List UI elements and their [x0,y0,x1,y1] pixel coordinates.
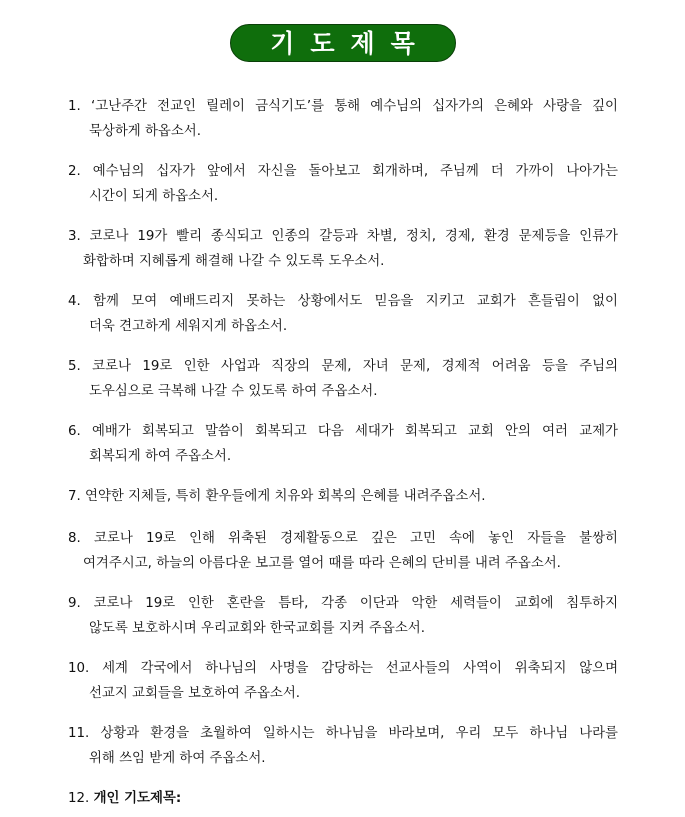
prayer-item-text: 예수님의 십자가 앞에서 자신을 돌아보고 회개하며, 주님께 더 가까이 나아가는 [92,164,618,179]
prayer-item-first-line [68,289,618,314]
prayer-item-first-line [68,419,618,444]
prayer-item-first-line [68,526,618,551]
prayer-item-text: ‘고난주간 전교인 릴레이 금식기도’를 통해 예수님의 십자가의 은혜와 사랑을 깊이 [90,99,618,114]
prayer-item-first-line [68,354,618,379]
prayer-item-first-line [68,224,618,249]
prayer-item-number: 11. [68,726,90,741]
prayer-item-number: 8. [68,531,81,546]
prayer-item-number: 12. [68,791,90,806]
prayer-item-text: 세계 각국에서 하나님의 사명을 감당하는 선교사들의 사역이 위축되지 않으며 [102,661,619,676]
prayer-item [68,224,618,274]
prayer-item-text: 개인 기도제목: [93,791,182,806]
prayer-item [68,419,618,469]
prayer-item [68,484,618,509]
prayer-item-continuation: 여겨주시고, 하늘의 아름다운 보고를 열어 때를 따라 은혜의 단비를 내려 주옵소서. [83,556,561,571]
prayer-item-number: 3. [68,229,81,244]
prayer-item-continuation: 않도록 보호하시며 우리교회와 한국교회를 지켜 주옵소서. [89,621,425,636]
prayer-item-first-line [68,484,618,509]
prayer-item-number: 9. [68,596,81,611]
title-banner-wrap [0,24,685,62]
prayer-item-first-line [68,721,618,746]
prayer-item [68,656,618,706]
prayer-item-text: 코로나 19로 인한 혼란을 틈타, 각종 이단과 악한 세력들이 교회에 침투하지 [93,596,619,611]
prayer-item-first-line [68,159,618,184]
prayer-item-continuation: 위해 쓰임 받게 하여 주옵소서. [89,751,266,766]
prayer-item [68,721,618,771]
prayer-item-continuation: 더욱 견고하게 세워지게 하옵소서. [89,319,288,334]
prayer-item-text: 코로나 19로 인해 위축된 경제활동으로 깊은 고민 속에 놓인 자들을 불쌍히 [93,531,618,546]
prayer-item-text: 상황과 환경을 초월하여 일하시는 하나님을 바라보며, 우리 모두 하나님 나라를 [100,726,618,741]
prayer-item-first-line [68,786,618,811]
prayer-item [68,591,618,641]
prayer-item-continuation: 도우심으로 극복해 나갈 수 있도록 하여 주옵소서. [89,384,378,399]
prayer-item-number: 4. [68,294,81,309]
prayer-item-text: 예배가 회복되고 말씀이 회복되고 다음 세대가 회복되고 교회 안의 여러 교제가 [92,424,618,439]
title-banner [230,24,456,62]
prayer-item-text: 코로나 19로 인한 사업과 직장의 문제, 자녀 문제, 경제적 어려움 등을 주님의 [92,359,618,374]
prayer-item [68,159,618,209]
prayer-item [68,526,618,576]
prayer-item-continuation: 선교지 교회들을 보호하여 주옵소서. [89,686,301,701]
page-title: 기도제목 [270,28,431,58]
prayer-item-text: 함께 모여 예배드리지 못하는 상황에서도 믿음을 지키고 교회가 흔들림이 없이 [93,294,618,309]
prayer-item-number: 7. [68,489,81,504]
prayer-item-number: 1. [68,99,81,114]
prayer-item-first-line [68,94,618,119]
prayer-item [68,786,618,811]
prayer-item [68,289,618,339]
prayer-item-continuation: 회복되게 하여 주옵소서. [89,449,232,464]
prayer-item-continuation: 화합하며 지혜롭게 해결해 나갈 수 있도록 도우소서. [83,254,385,269]
prayer-item-first-line [68,656,618,681]
prayer-item-text: 코로나 19가 빨리 종식되고 인종의 갈등과 차별, 정치, 경제, 환경 문제등을 인류가 [89,229,618,244]
prayer-item-number: 5. [68,359,81,374]
prayer-item [68,354,618,404]
prayer-item-number: 6. [68,424,81,439]
prayer-item [68,94,618,144]
prayer-item-number: 2. [68,164,81,179]
prayer-item-continuation: 묵상하게 하옵소서. [89,124,201,139]
prayer-item-first-line [68,591,618,616]
prayer-item-continuation: 시간이 되게 하옵소서. [89,189,219,204]
prayer-item-text: 연약한 지체들, 특히 환우들에게 치유와 회복의 은혜를 내려주옵소서. [85,489,486,504]
prayer-item-number: 10. [68,661,90,676]
